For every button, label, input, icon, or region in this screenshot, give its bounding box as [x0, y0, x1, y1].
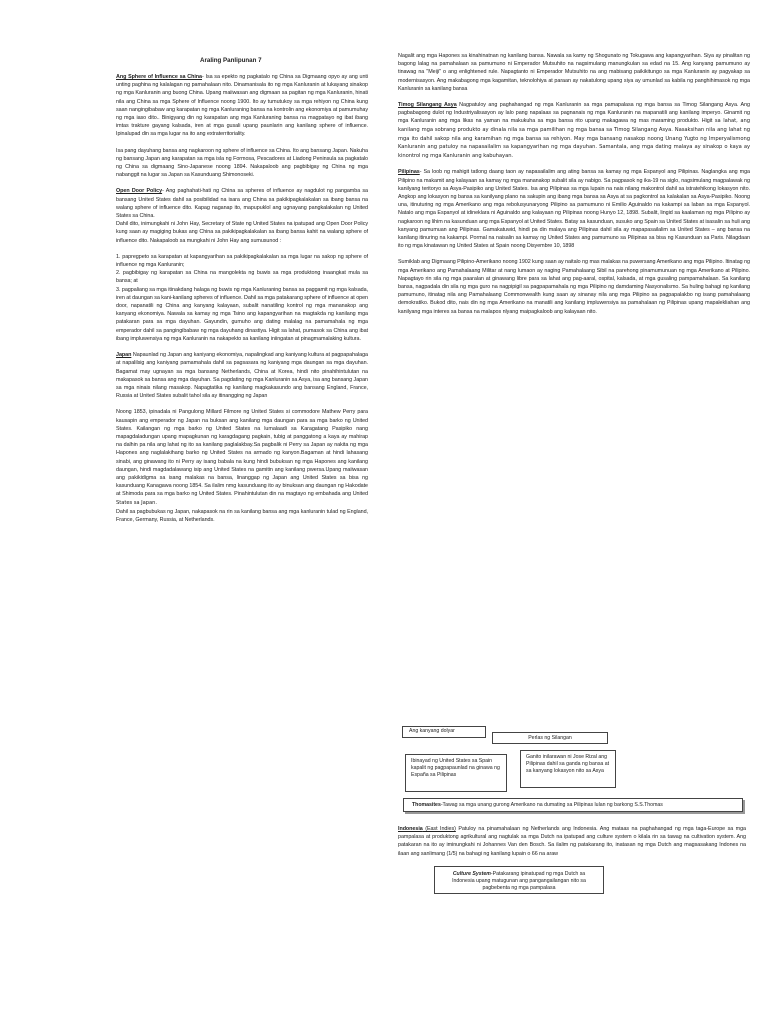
paragraph-indonesia: [398, 825, 746, 866]
body-text: - Isa sa epekto ng pagkatalo ng China sa Digmaang opyo ay ang unti unting paghina ng kalalagan ng pamahalaan nito. Dinamanisala ito ng mga Kanluranin at lukayang sinakop ng mga Kanluranin ang buong China. Upang maiiwasan ang digmaan sa pagitan ng mga Kanluranin, hinati nila ang China sa mga Sphere of Influence noong 1900. Ito ay tumutukoy sa mga rehiyon ng China kung saan nangingibabaw ang karapatan ng mga Kanluraning bansa na kontrolin ang ekonomiya at pamumuhay ng mga iaso dito.. Binigyang din ng karapatan ang mga Kanluraning bansa na magpatayo ng ibat ibang imtas trakture gayang kalsada, iren at mga gusali upang paunlarin ang kanilang sphere of influence. Ipinalupad din sa mga lugar na ito ang extraterritoriality.: [116, 74, 368, 138]
page-title: Araling Panlipunan 7: [200, 57, 262, 64]
paragraph-john-hay: Dahil dito, inimungkahi ni John Hay, Secretary of State ng United States na ipatupad ang Open Door Policy kung saan ay magiging bukas ang China sa pakikipagkalakalan sa ibang bansa kahit na walang sphere of influence dito. Nakapaloob sa mungkahi ni John Hay ang sumusunod :: [116, 221, 368, 244]
paragraph-japan-sphere: Isa pang dayuhang bansa ang nagkaroon ng sphere of influence sa China. Ito ang bansang Japan. Nakuha ng bansang Japan ang karapatan sa mga isla ng Formosa, Pescadores at Liadong Peninsula sa pagkatalo ng China sa digmaang Sino-Japanese noong 1894. Nakapaloob ang pagbibigay ng China ng mga nabanggit na lugar sa Japan sa Kasunduang Shimonoseki.: [116, 147, 368, 179]
paragraph-pilipinas: [398, 168, 750, 250]
paragraph-digmaang-pilipino-amerikano: Sumiklab ang Digmaang Pilipino-Amerikano noong 1902 kung saan ay naitalo ng mas malakas na puwersang Amerikano ang mga Pilipino. Itinatag ng mga Amerikano ang Pamahalaang Militar at nang lumaon ay naging Pamahalaang Sibil na parehong pinamumunuan ng mga Amerikano at Pilipino. Napagtayo rin sila ng mga paaralan at ginawang libre para sa lahat ang pag-aaral, ospital, kalsada, at mga gusaling pampamahalaan. Sa kanilang bansa, nagpadala din sila ng mga guro na nagpipigil sa pagpapamahala ng mga Pilipino ng damdaming Nasyonalismo. Sa huling bahagi ng kanilang pamumuno, itinatag nila ang Pamahalaang Commonwealth kung saan ay sinanay nila ang mga Pilipino sa pagpapalakbo ng isang pamahalaang demokratiko. Bukod dito, nais din ng mga Amerikano na manatili ang kanilang impluwensiya sa pamahalaan ng Pilipinas upang mapalekliahan ang kanilyang mga interes sa bansa na malapos nlyang maipagkaloob ang kalayaan nito.: [398, 259, 750, 315]
culture-system-term: Culture System: [452, 871, 491, 877]
indonesia-paren: (East Indies): [422, 826, 456, 832]
callout-ibinayad: Ibinayad ng United States sa Spain kapalit ng pagpapaunlad na ginawa ng España sa Pilipinas: [405, 754, 507, 792]
body-text: - Ang paghahati-hati ng China sa spheres of influence ay nagdulot ng pangamba sa bansang United States dahil sa posibilidad na isara ang China sa pakikipagkalakalan sa ibang bansa na walang sphere of influence dito. Kapag naganap ito, mapupuklol ang ugnayang pangkalakalan ng United States sa China.: [116, 188, 369, 220]
callout-perlas-ng-silangan: Perlas ng Silangan: [492, 732, 608, 744]
paragraph-meiji: Nagalit ang mga Hapones sa kinahinatnan ng kanilang bansa. Nawala sa kamy ng Shogunato ng Tokugawa ang kapangyarihan. Siya ay pinalitan ng bagong lalag na pamahalaan sa pamumuno ni Emperador Mutsuhito na nagsimulang manungkulan sa edad na 15. Ang kanyang pamumuno ay tinawag na "Meiji" o ang enlightened rule. Napagtanto ni Emperador Mutsuhito na ang mabisang paikikitungo sa mga Kanluranin ay pagyakap sa modernisasyon. Ang makabagong mga kagamitan, teknolohiya at paraan ay nakatulong upang siya ay umunlad sa kabila ng panghihimasok ng mga Kanluranin sa kanilang bansa: [398, 53, 750, 92]
right-column: [398, 52, 750, 324]
body-text: Patuloy na pinamahalaan ng Netherlands ang Indonesia. Ang mataas na paghahangad ng mga taga-Europe sa mga pampalasa at produktong agrikultural ang nagtulak sa mga Dutch na ipatupad ang culture system o kilala rin sa tawag na cultivation system. Ang patakaran na ito ay iminungkahi ni Johannes Van den Bosch. Sa ilalim ng patakarang ito, inatasan ng mga Dutch ang magsasakang Indones na ilaan ang sanlimang (1/5) na bahagi ng kanilang lupain o 66 na araw: [398, 826, 746, 857]
heading-timog-silangang-asya: Timog Silangang Asya: [398, 102, 457, 109]
left-column: [116, 73, 368, 532]
paragraph-open-door: [116, 187, 368, 220]
callout-thomasites: [403, 798, 743, 812]
list-item: 3. pagpaliang sa mga itinakdang halaga ng buwis ng mga Kanluraning bansa sa paggamit ng mga kalsada, iren at daungan sa kani-kanilang spheres of influence. Dahil sa mga patakarang sphere of influence at open door, napanatili ng China ang kanyang kalayaan, subalit nanatiling kontrol ng mga mananakop ang kanyang ekonomiya. Nawala sa kamay ng mga Tsino ang kapangyarihan na magtakda ng kanilang mga patakaran para sa mga dayuhan. Gayundin, gumuho ang dating malalag na pamamahala ng mga emperador dahil sa pangingibabaw ng mga dayuhang dinastiya. Higit sa lahat, pumasok sa China ang ibat ibang impluwensiya ng mga Kanluranin na nakapekto sa kanilang iniingatan at pinagmamalaking kultura.: [116, 286, 368, 342]
body-text: Napaunlad ng Japan ang kaniyang ekonomiya, napalingkad ang kaniyang kultura at pagpapahalaga at napalilsig ang kaniyang pamamahala dahil sa pagsasara ng kaniyang mga daungan sa mga dayuhan. Bagamat may ugnayan sa mga bansang Netherlands, China at Korea, hindi nito pinahihintulutan na makapasok sa bansa ang mga dayuhan. Sa pagdating ng mga Kanluranin sa Asya, isa ang bansang Japan sa mga ninais nilang masakop. Napagtatika ng kanilang magkakasundo ang bansang England, France, Russia at United States subalit tahol sila ay itinangging ng Japan: [116, 352, 368, 400]
paragraph-japan-opening: Dahil sa pagbubukas ng Japan, nakapasok na rin sa kanilang bansa ang mga kanluranin tulad ng England, France, Germany, Russia, at Netherlands.: [116, 508, 368, 523]
paragraph-sphere-of-influence: [116, 73, 368, 139]
heading-japan: Japan: [116, 352, 132, 359]
heading-pilipinas: Pilipinas: [398, 169, 420, 176]
paragraph-perry: [116, 408, 368, 507]
heading-indonesia: Indonesia: [398, 826, 423, 832]
body-text: Noong 1853, ipinadala ni Pangulong Millard Filmore ng United States si commodore Mathew Perry para kausapin ang emperador ng Japan na buksan ang kanilang mga daungan para sa mga barko ng United States. Kailangan ng mga barko ng United States na lumalaadi sa Karagatang Pasipiko nang mapagdaladungan upang mapagkunan ng karagdagang pagkain, tubig at panggatong a kaya ay mahirap na dalhin pa nila ang lahat ng ito sa kanilang paglalakbay.Sa pagbalik ni Perry sa Japan ay nakita ng mga Hapones ang naglalakihang barko ng United States na armado ng kanyon.Bagaman at hindi lahasang sinabi, ang ginawang ito ni Perry ay isang babala na kung hindi bubuksan ng mga Hapones ang kanilang daungan, hindi magdadalawang isip ang United States na gamitin ang kanilang pwersa.Upang maiiwasan ang pakikidigma sa isang malakas na bansa, linanggap ng Japan ang United States sa bisa ng kasunduang Kanagawa noong 1854. Sa ilalim nmg kasunduang ito ay binuksan ang daungan ng Hakodate at Shimoda para sa mga barko ng United States. Pinahintulutan din na magtayo ng embahada ang United: [116, 409, 368, 498]
body-text: sa lahat, ang kanilang mga sobrang produkto ay dinala nila sa mga pamilihan ng mga bansa sa Timog Silangang Asya. Nasaksihan nila ang lahat ng mga ito dahil sakop nila ang karamihan ng mga bansa sa rehiyon. May mga bansang nasakop noong Unang Yugto ng Imperyalismong Kanluranin ang patuloy na napasailalim sa kapangyarihan ng mga dayuhan. Samantala, ang mga dating malaya ay sinakop o kaya ay kinontrol ng mga Kanluranin ang kabuhayan.: [398, 118, 750, 159]
body-text: Nagpatuloy ang paghahangad ng mga Kanluranin sa mga pamapalasa ng mga bansa sa Timog Silangang Asya. Ang pagbabagong dulot ng Industriyalisasyon ay lalo pang napalaas sa pagnanais ng mga Kanluranin na mapanatili ang kanilang imperyo. Ginamit ng mga Kanluranin ang mga likas na yaman na makukuha sa mga bansa rito upang makagawa ng mas maraming produkto. Higit: [398, 102, 750, 125]
list-item: 2. pagbibigay ng karapatan sa China na mangolekta ng buwis sa mga produktong inaangkat mula sa bansa; at: [116, 270, 368, 285]
callout-dollar: Ang kanyang dolyar: [402, 726, 486, 738]
thomasites-definition: -Tawag sa mga unang gurong Amerikano na dumating sa Pilipinas lulan ng barkong S.S.Thomas: [440, 802, 663, 808]
heading-sphere-of-influence: Ang Sphere of Influence sa China: [116, 74, 202, 80]
callout-culture-system: [434, 866, 604, 894]
callout-rizal: Ganito inilarawan ni Jose Rizal ang Pilipinas dahil sa ganda ng bansa at sa kanyang lokasyon nito sa Asya: [520, 750, 616, 788]
heading-open-door-policy: Open Door Policy: [116, 188, 163, 195]
body-text: - Sa loob ng mahigit tatlong daang taon ay napasailalim ang ating bansa sa kamay ng mga Espanyol ang Pilipinas. Naglangka ang mga Pilipino na makamit ang kalayaan sa kamay ng mga mananakop subalit sila ay nabigo. Sa pagpasok ng ika-19 na siglo, nagsimulang magpalawak ng kanilyang teritoryo sa Asya-Pasipiko ang United States. Isa ang Pilipinas sa mga lupain na nais nilang makontrol dahil sa istratehikong lokasyon nito. Angkop ang lokasyon ng bansa sa kanilyang plano na sakupin ang ibang mga bansa sa Asya at sa pagkontrol sa kalakalan sa Asya-Pasipiko. Noong una, itinuturing ng mga Amerikano ang mga rebolusyunaryong Pilipino sa pamumuno ni Emilio Aguinaldo na kakampi sa laban sa mga Espanyol. Natalo ang mga Espanyol at idineklara ni Aguinaldo ang kalayaan ng Pilipinas noong Hunyo 12, 1898. Subalit, lingid sa kaalaman ng mga Pilipino ay nagkaroon ng lihim na kasunduan ang mga Espanyol at United States. Batay sa kasunduan, susuko ang Spain sa United States at isasalin sa huli ang kanyang pamumuan ang Pilipinas. Gamakatuwid, hindi pa din malaya ang Pilipinas dahil sila ay mapapasailalim sa United States – ang bansa na kanilang itinuring na kakampi. Pormal na naisalin sa kamay ng United States ang pamumuno sa Pilipinas sa bisa ng Kasunduan sa Paris. Nilagdaan ito ng mga kinatawan ng United States at Spain noong Disyembre 10, 1898: [398, 169, 750, 250]
thomasites-term: Thomasites: [412, 802, 441, 808]
list-item: 1. papregpeto sa karapatan at kapangyarihan sa pakikipagkalakalan sa mga lugar na sakop ng sphere of influence ng mga Kanluranin;: [116, 253, 368, 269]
paragraph-timog-silangang-asya: [398, 101, 750, 160]
body-text: States sa Japan.: [116, 499, 157, 506]
paragraph-japan: [116, 351, 368, 400]
culture-system-definition: -Patakarang ipinatupad ng mga Dutch sa Indonesia upang matugunan ang pangangailangan nito sa pagbebenta ng mga pampalasa: [452, 871, 586, 891]
